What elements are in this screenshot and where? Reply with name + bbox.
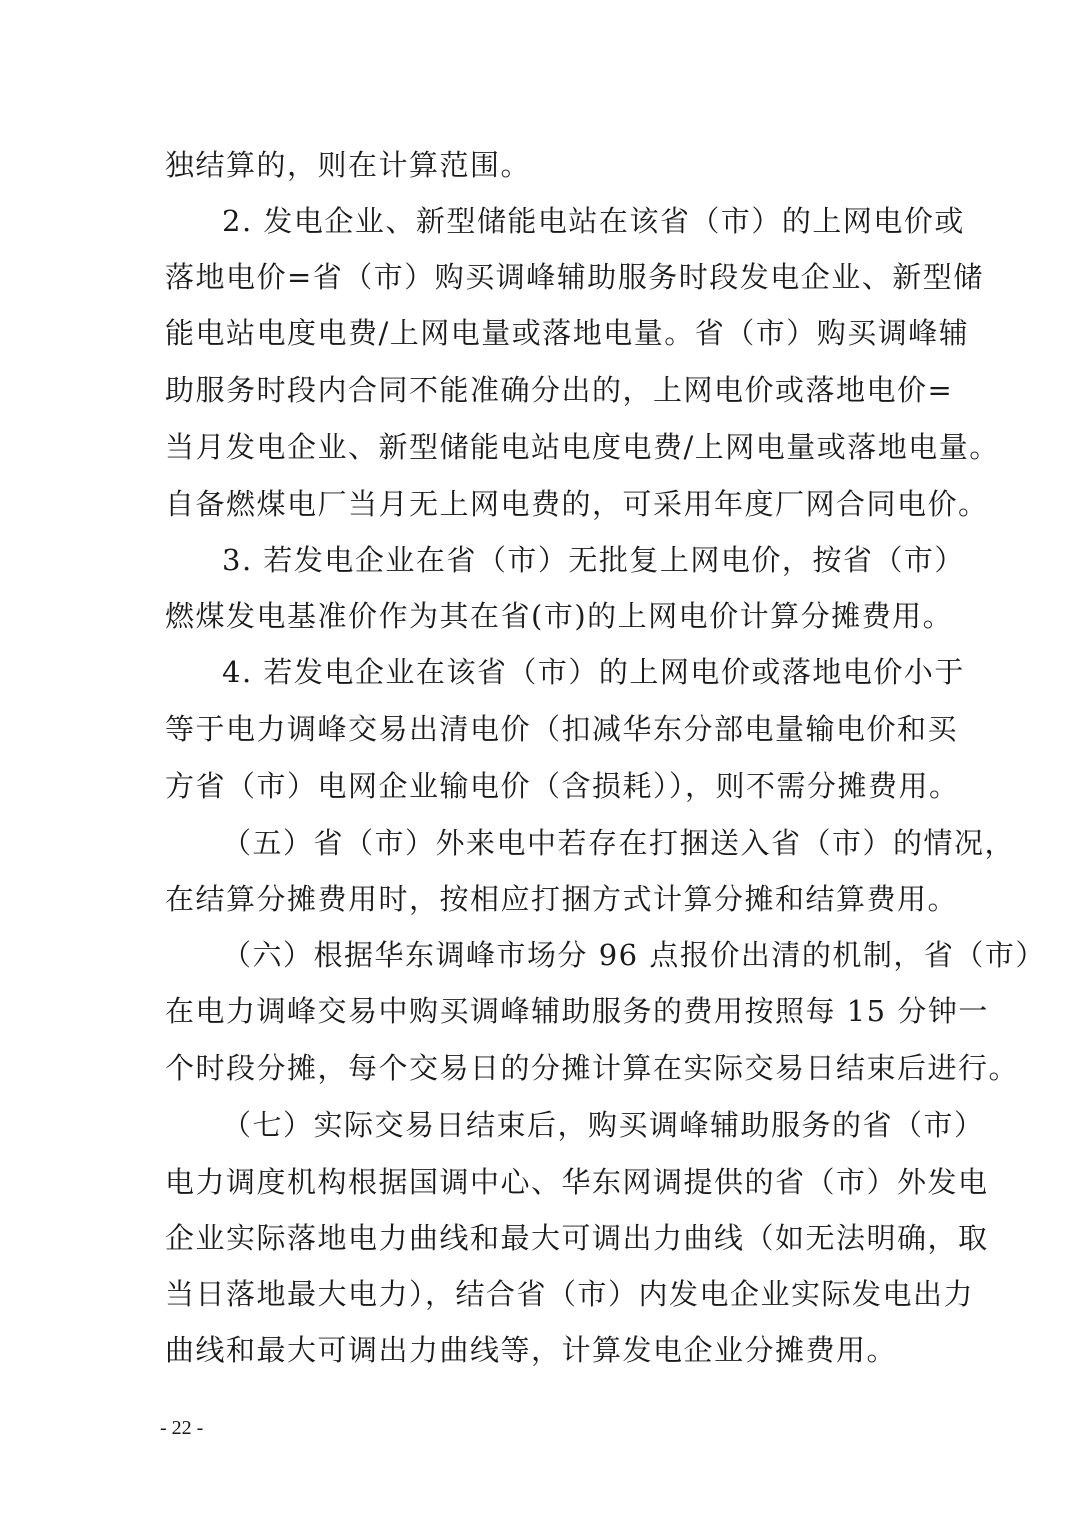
text-line-6: 当月发电企业、新型储能电站电度电费/上网电量或落地电量。	[165, 430, 1000, 464]
text-line-22: 曲线和最大可调出力曲线等，计算发电企业分摊费用。	[165, 1333, 898, 1367]
text-line-2: 2. 发电企业、新型储能电站在该省（市）的上网电价或	[222, 204, 965, 238]
text-line-21: 当日落地最大电力），结合省（市）内发电企业实际发电出力	[165, 1277, 975, 1311]
text-line-17: 个时段分摊，每个交易日的分摊计算在实际交易日结束后进行。	[165, 1051, 1020, 1085]
text-line-10: 4. 若发电企业在该省（市）的上网电价或落地电价小于	[222, 655, 965, 689]
text-line-20: 企业实际落地电力曲线和最大可调出力曲线（如无法明确，取	[165, 1221, 989, 1255]
text-line-19: 电力调度机构根据国调中心、华东网调提供的省（市）外发电	[165, 1165, 989, 1199]
text-line-9: 燃煤发电基准价作为其在省(市)的上网电价计算分摊费用。	[165, 599, 954, 633]
text-line-12: 方省（市）电网企业输电价（含损耗）），则不需分摊费用。	[165, 769, 960, 803]
text-line-1: 独结算的，则在计算范围。	[165, 148, 532, 182]
text-line-8: 3. 若发电企业在省（市）无批复上网电价，按省（市）	[222, 543, 965, 577]
text-line-14: 在结算分摊费用时，按相应打捆方式计算分摊和结算费用。	[165, 882, 959, 916]
text-line-3: 落地电价=省（市）购买调峰辅助服务时段发电企业、新型储	[165, 260, 984, 294]
text-line-16: 在电力调峰交易中购买调峰辅助服务的费用按照每 15 分钟一	[165, 994, 989, 1028]
text-line-7: 自备燃煤电厂当月无上网电费的，可采用年度厂网合同电价。	[165, 487, 989, 521]
page-number: - 22 -	[160, 1417, 204, 1439]
text-line-18: （七）实际交易日结束后，购买调峰辅助服务的省（市）	[222, 1108, 985, 1142]
text-line-4: 能电站电度电费/上网电量或落地电量。省（市）购买调峰辅	[165, 316, 970, 350]
text-line-15: （六）根据华东调峰市场分 96 点报价出清的机制，省（市）	[222, 938, 1046, 972]
text-line-5: 助服务时段内合同不能准确分出的，上网电价或落地电价=	[165, 373, 954, 407]
text-line-13: （五）省（市）外来电中若存在打捆送入省（市）的情况，	[222, 826, 1016, 860]
text-line-11: 等于电力调峰交易出清电价（扣减华东分部电量输电价和买	[165, 712, 959, 746]
